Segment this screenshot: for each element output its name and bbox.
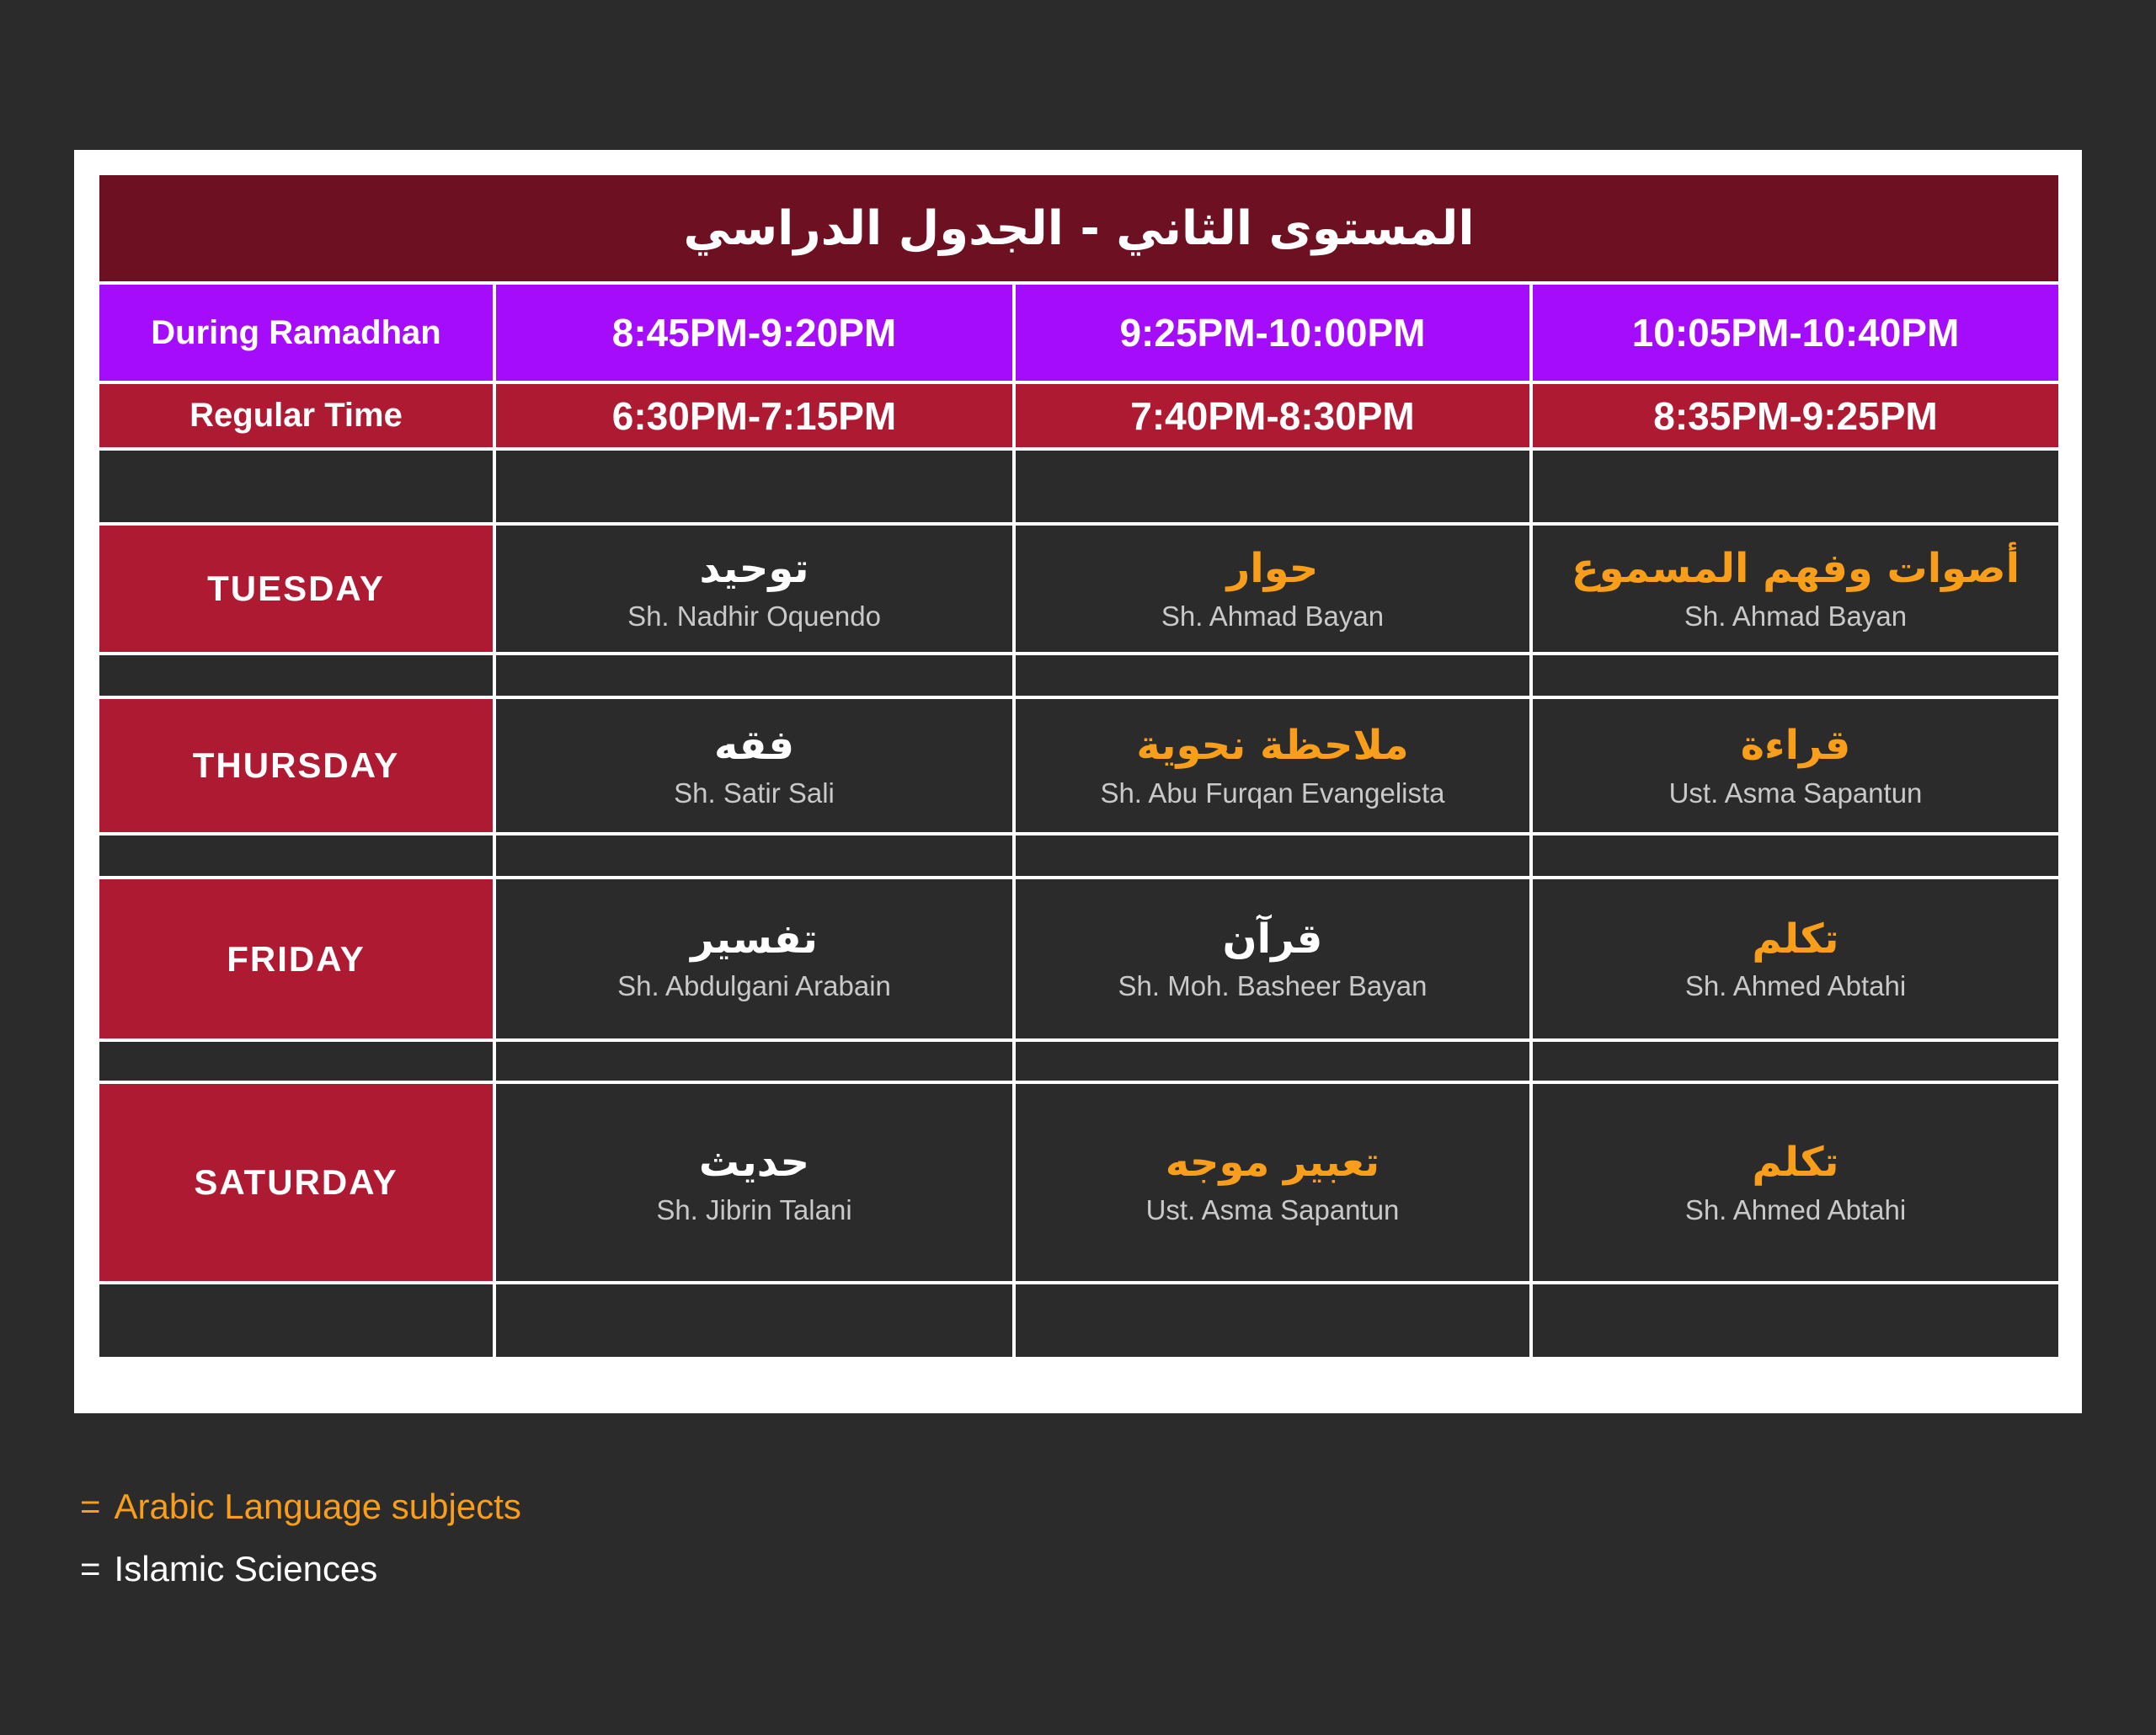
- class-cell: [1531, 524, 2060, 654]
- class-cell: [1014, 697, 1531, 834]
- teacher-name: Sh. Moh. Basheer Bayan: [1118, 970, 1428, 1002]
- spacer-cell: [1014, 1283, 1531, 1359]
- subject-title: ملاحظة نحوية: [1136, 722, 1409, 770]
- class-cell: [494, 878, 1014, 1040]
- spacer-row: [98, 449, 2060, 524]
- equals-symbol: =: [80, 1549, 101, 1588]
- spacer-row: [98, 834, 2060, 878]
- spacer-cell: [98, 834, 494, 878]
- subject-title: فقه: [713, 722, 795, 770]
- day-row-saturday: [98, 1082, 2060, 1283]
- day-label-friday: FRIDAY: [98, 878, 494, 1040]
- ramadhan-slot-1: 8:45PM-9:20PM: [494, 283, 1014, 382]
- class-cell: [1014, 1082, 1531, 1283]
- subject-title: تكلم: [1752, 1139, 1839, 1187]
- page-title: المستوى الثاني - الجدول الدراسي: [98, 174, 2060, 283]
- regular-slot-3: 8:35PM-9:25PM: [1531, 382, 2060, 449]
- ramadhan-label: During Ramadhan: [98, 283, 494, 382]
- regular-label: Regular Time: [98, 382, 494, 449]
- ramadhan-slot-2: 9:25PM-10:00PM: [1014, 283, 1531, 382]
- spacer-cell: [98, 1040, 494, 1082]
- schedule-table: [96, 172, 2062, 1360]
- subject-title: حديث: [698, 1139, 810, 1187]
- schedule-card: [74, 150, 2082, 1413]
- subject-title: أصوات وفهم المسموع: [1571, 545, 2020, 593]
- class-cell: [1531, 878, 2060, 1040]
- class-cell: [494, 524, 1014, 654]
- spacer-cell: [1531, 1283, 2060, 1359]
- spacer-cell: [1014, 449, 1531, 524]
- teacher-name: Sh. Nadhir Oquendo: [627, 600, 881, 632]
- subject-title: توحيد: [699, 545, 809, 593]
- legend-arabic-subjects: [80, 1476, 521, 1538]
- regular-times-row: [98, 382, 2060, 449]
- class-cell: [1531, 1082, 2060, 1283]
- day-label-thursday: THURSDAY: [98, 697, 494, 834]
- class-cell: [1014, 878, 1531, 1040]
- spacer-cell: [494, 834, 1014, 878]
- spacer-cell: [494, 449, 1014, 524]
- spacer-cell: [494, 1040, 1014, 1082]
- class-cell: [494, 697, 1014, 834]
- legend: [80, 1476, 521, 1600]
- day-row-tuesday: [98, 524, 2060, 654]
- teacher-name: Sh. Ahmed Abtahi: [1684, 1193, 1907, 1225]
- regular-slot-1: 6:30PM-7:15PM: [494, 382, 1014, 449]
- regular-slot-2: 7:40PM-8:30PM: [1014, 382, 1531, 449]
- spacer-cell: [494, 654, 1014, 697]
- equals-symbol: =: [80, 1487, 101, 1526]
- teacher-name: Sh. Jibrin Talani: [656, 1193, 852, 1225]
- day-label-saturday: SATURDAY: [98, 1082, 494, 1283]
- legend-label: Arabic Language subjects: [114, 1487, 521, 1526]
- spacer-cell: [1014, 834, 1531, 878]
- legend-label: Islamic Sciences: [114, 1549, 378, 1588]
- class-cell: [494, 1082, 1014, 1283]
- subject-title: قرآن: [1222, 915, 1323, 963]
- subject-title: حوار: [1226, 545, 1319, 593]
- title-row: [98, 174, 2060, 283]
- teacher-name: Sh. Abu Furqan Evangelista: [1100, 777, 1445, 809]
- spacer-cell: [1014, 654, 1531, 697]
- spacer-cell: [1531, 1040, 2060, 1082]
- spacer-cell: [98, 449, 494, 524]
- spacer-row: [98, 1040, 2060, 1082]
- teacher-name: Sh. Satir Sali: [674, 777, 835, 809]
- subject-title: تكلم: [1752, 915, 1839, 963]
- spacer-cell: [1531, 654, 2060, 697]
- spacer-cell: [98, 1283, 494, 1359]
- ramadhan-slot-3: 10:05PM-10:40PM: [1531, 283, 2060, 382]
- spacer-row: [98, 654, 2060, 697]
- class-cell: [1531, 697, 2060, 834]
- teacher-name: Sh. Ahmad Bayan: [1684, 600, 1908, 632]
- spacer-cell: [494, 1283, 1014, 1359]
- teacher-name: Sh. Ahmad Bayan: [1161, 600, 1385, 632]
- subject-title: تفسير: [691, 915, 818, 963]
- subject-title: قراءة: [1740, 722, 1851, 770]
- teacher-name: Ust. Asma Sapantun: [1668, 777, 1923, 809]
- day-label-tuesday: TUESDAY: [98, 524, 494, 654]
- teacher-name: Sh. Abdulgani Arabain: [617, 970, 891, 1002]
- class-cell: [1014, 524, 1531, 654]
- day-row-thursday: [98, 697, 2060, 834]
- teacher-name: Sh. Ahmed Abtahi: [1684, 970, 1907, 1002]
- spacer-cell: [1531, 834, 2060, 878]
- spacer-row: [98, 1283, 2060, 1359]
- teacher-name: Ust. Asma Sapantun: [1145, 1193, 1400, 1225]
- ramadhan-times-row: [98, 283, 2060, 382]
- spacer-cell: [1531, 449, 2060, 524]
- legend-islamic-sciences: [80, 1538, 521, 1600]
- day-row-friday: [98, 878, 2060, 1040]
- subject-title: تعبير موجه: [1165, 1139, 1380, 1187]
- spacer-cell: [1014, 1040, 1531, 1082]
- spacer-cell: [98, 654, 494, 697]
